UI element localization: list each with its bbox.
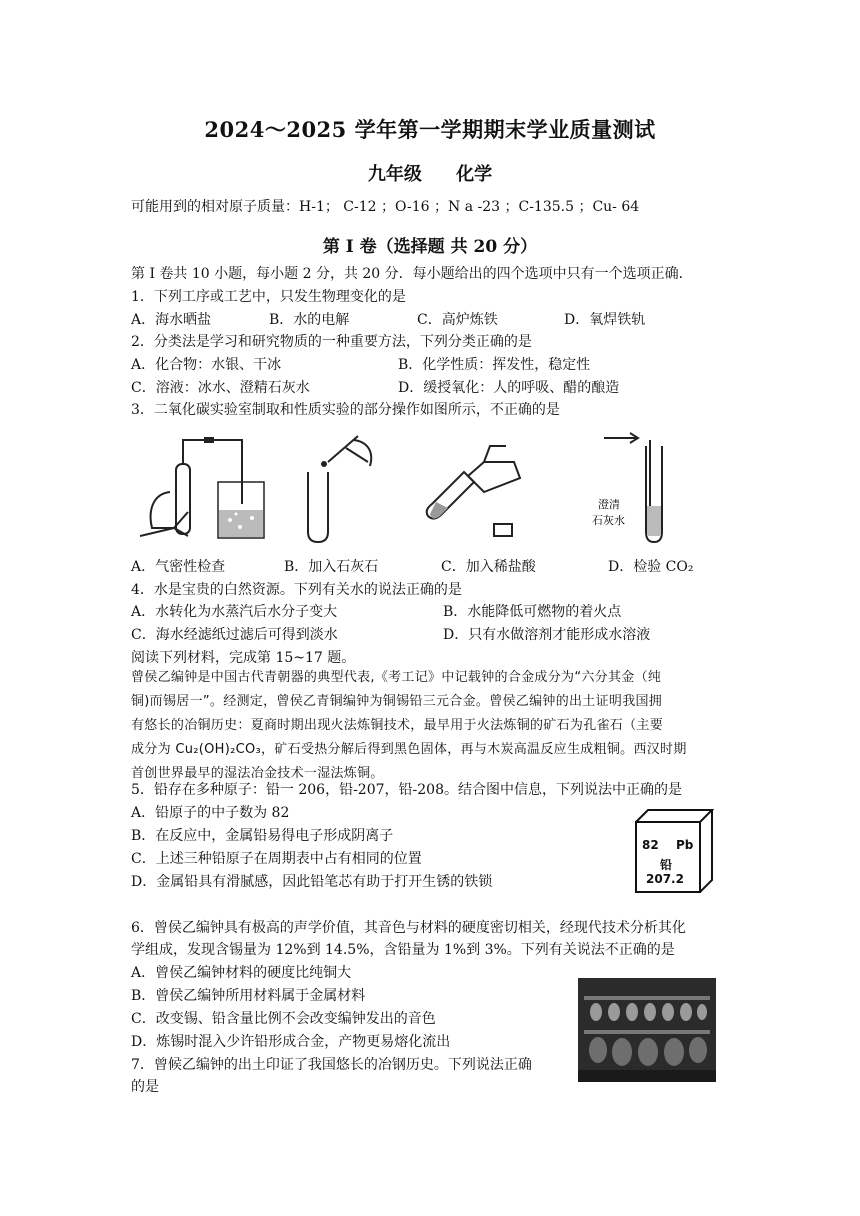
q5-option-b: B．在反应中，金属铅易得电子形成阴离子 — [131, 828, 394, 844]
q7-stem-line-2: 的是 — [131, 1079, 159, 1095]
add-hydrochloric-acid-figure — [424, 432, 534, 544]
reading-intro: 阅读下列材料，完成第 15~17 题。 — [131, 650, 356, 666]
limewater-label: 澄清 — [598, 498, 620, 511]
q3-stem: 3．二氧化碳实验室制取和性质实验的部分操作如图所示，不正确的是 — [131, 402, 560, 418]
exam-subtitle: 九年级 化学 — [367, 164, 493, 185]
q6-option-c: C．改变锡、铅含量比例不会改变编钟发出的音色 — [131, 1011, 436, 1027]
q7-stem-line-1: 7．曾候乙编钟的出土印证了我国悠长的冶钢历史。下列说法正确 — [131, 1057, 532, 1073]
element-symbol: Pb — [676, 838, 694, 852]
q1-stem: 1．下列工序或工艺中，只发生物理变化的是 — [131, 289, 406, 305]
q4-option-d: D．只有水做溶剂才能形成水溶液 — [443, 627, 651, 643]
element-name: 铅 — [660, 858, 673, 872]
q6-option-a: A．曾侯乙编钟材料的硬度比纯铜大 — [131, 965, 352, 981]
q1-option-b: B．水的电解 — [269, 312, 350, 328]
q4-option-a: A．水转化为水蒸汽后水分子变大 — [131, 604, 338, 620]
q3-option-c: C．加入稀盐酸 — [441, 559, 536, 575]
q6-stem-line-2: 学组成，发现含锡量为 12%到 14.5%，含铅量为 1%到 3%。下列有关说法不正确的是 — [131, 942, 675, 958]
q3-option-d: D．检验 CO₂ — [608, 559, 694, 575]
reading-material-line: 铜)而锡居一”。经测定，曾侯乙青铜编钟为铜锡铅三元合金。曾侯乙编钟的出土证明我国拥 — [131, 694, 663, 709]
q5-stem: 5．铅存在多种原子：铅一 206，铅-207，铅-208。结合图中信息，下列说法中正确的是 — [131, 782, 682, 798]
section-description: 第 I 卷共 10 小题，每小题 2 分，共 20 分．每小题给出的四个选项中只有一个选项正确． — [131, 266, 693, 282]
atomic-masses: 可能用到的相对原子质量：H-1； C-12 ；O-16 ；N a -23 ；C-135.5 ；Cu- 64 — [131, 199, 640, 215]
q6-option-d: D．炼锡时混入少许铅形成合金，产物更易熔化流出 — [131, 1034, 451, 1050]
q1-option-a: A．海水晒盐 — [131, 312, 212, 328]
bronze-bells-photo — [578, 978, 716, 1082]
q2-stem: 2．分类法是学习和研究物质的一种重要方法，下列分类正确的是 — [131, 334, 532, 350]
q2-option-c: C．溶液：冰水、澄精石灰水 — [131, 380, 310, 396]
q5-option-a: A．铅原子的中子数为 82 — [131, 805, 290, 821]
lead-element-card — [634, 808, 714, 894]
q4-option-b: B．水能降低可燃物的着火点 — [443, 604, 622, 620]
reading-material-line: 曾侯乙编钟是中国古代青朝器的典型代表,《考工记》中记载钟的合金成分为“六分其金（纯 — [131, 670, 662, 685]
reading-material-line: 成分为 Cu₂(OH)₂CO₃，矿石受热分解后得到黑色固体，再与木炭高温反应生成粗铜。西汉时期 — [131, 742, 687, 757]
reading-material-line: 有悠长的冶铜历史：夏商时期出现火法炼铜技术，最早用于火法炼铜的矿石为孔雀石（主要 — [131, 718, 664, 733]
q2-option-d: D．缓授氧化：人的呼吸、醋的酿造 — [398, 380, 620, 396]
q3-option-a: A．气密性检查 — [131, 559, 226, 575]
q2-option-a: A．化合物：水银、干冰 — [131, 357, 282, 373]
test-co2-figure — [590, 432, 680, 544]
atomic-mass: 207.2 — [646, 872, 684, 886]
atomic-number: 82 — [642, 838, 659, 852]
q4-stem: 4．水是宝贵的白然资源。下列有关水的说法正确的是 — [131, 582, 462, 598]
reading-material-line: 首创世界最早的湿法冶金技术一湿法炼铜。 — [131, 766, 384, 781]
q5-option-c: C．上述三种铅原子在周期表中占有相同的位置 — [131, 851, 422, 867]
section-title: 第 I 卷（选择题 共 20 分） — [322, 237, 538, 257]
q5-option-d: D．金属铅具有滑腻感，因此铅笔芯有助于打开生锈的铁锁 — [131, 874, 493, 890]
q4-option-c: C．海水经滤纸过滤后可得到淡水 — [131, 627, 338, 643]
airtightness-check-figure — [140, 432, 275, 544]
exam-title: 2024～2025 学年第一学期期末学业质量测试 — [204, 117, 656, 142]
q1-option-d: D．氧焊铁轨 — [564, 312, 646, 328]
add-limestone-figure — [298, 432, 378, 544]
limewater-label-2: 石灰水 — [592, 514, 625, 527]
q1-option-c: C．高炉炼铁 — [417, 312, 498, 328]
q3-option-b: B．加入石灰石 — [284, 559, 379, 575]
q6-option-b: B．曾侯乙编钟所用材料属于金属材料 — [131, 988, 366, 1004]
q2-option-b: B．化学性质：挥发性，稳定性 — [398, 357, 591, 373]
q6-stem-line-1: 6．曾侯乙编钟具有极高的声学价值，其音色与材料的硬度密切相关，经现代技术分析其化 — [131, 920, 686, 936]
